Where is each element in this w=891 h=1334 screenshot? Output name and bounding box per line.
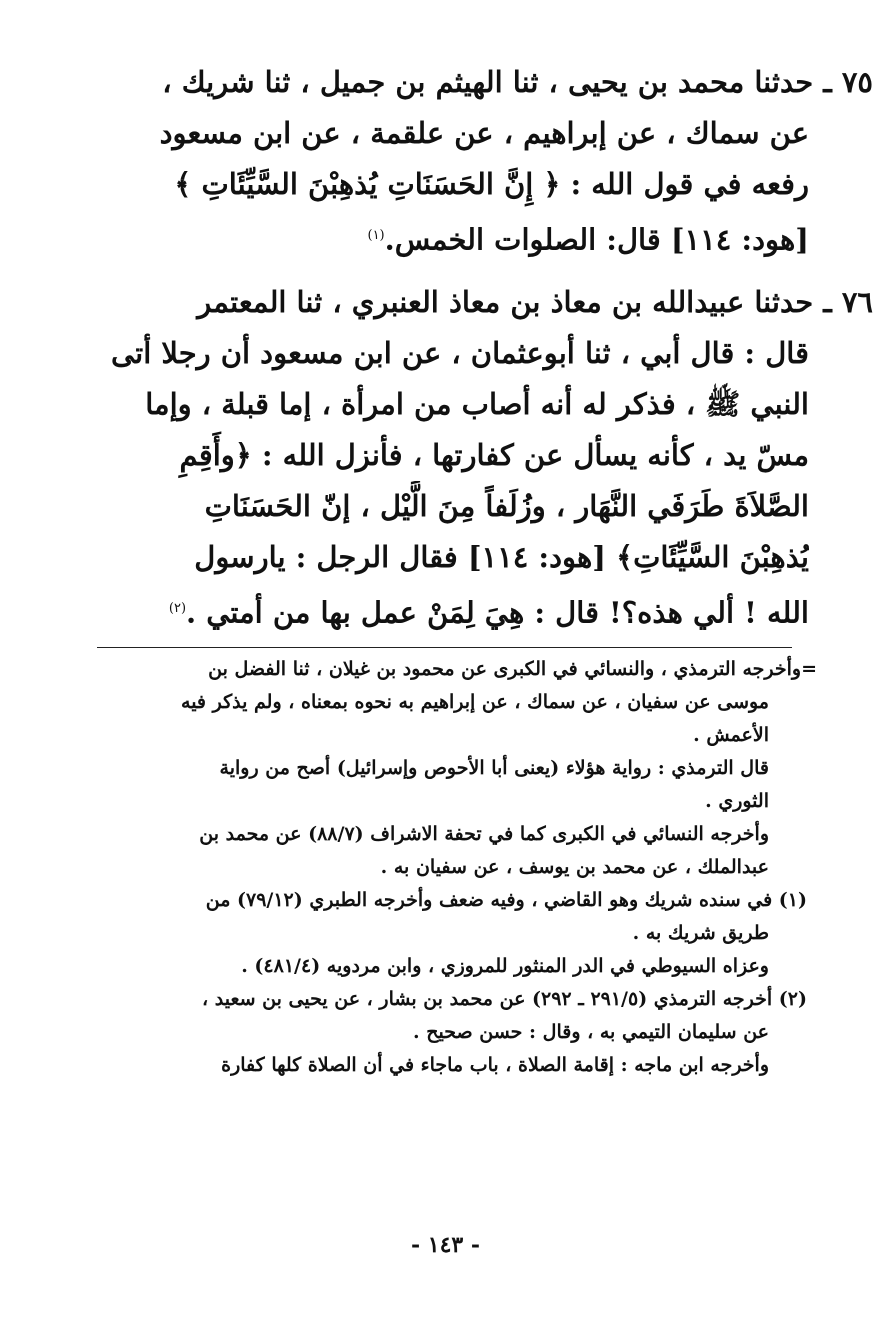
hadith-75	[89, 57, 873, 266]
hadith-76	[89, 277, 873, 639]
hadith-line: [هود: ١١٤] قال: الصلوات الخمس.	[384, 222, 809, 257]
hadith-line: رفعه في قول الله : ﴿ إِنَّ الحَسَنَاتِ يُذهِبْنَ السَّيِّئَاتِ ﴾	[174, 167, 809, 201]
footnote-line: عبدالملك ، عن محمد بن يوسف ، عن سفيان به .	[380, 856, 769, 878]
footnote-line: (٢) أخرجه الترمذي (٢٩١/٥ ـ ٢٩٢) عن محمد بن بشار ، عن يحيى بن سعيد ،	[201, 988, 807, 1010]
footnote-line: وأخرجه ابن ماجه : إقامة الصلاة ، باب ماجاء في أن الصلاة كلها كفارة	[221, 1054, 769, 1076]
footnotes-section	[97, 653, 817, 1082]
footnote-line: الثوري .	[705, 790, 769, 812]
footnote-line: طريق شريك به .	[632, 922, 769, 944]
page-number: - ١٤٣ -	[410, 1232, 481, 1258]
footnote-line: عن سليمان التيمي به ، وقال : حسن صحيح .	[413, 1021, 769, 1043]
hadith-line: ٧٥ ـ حدثنا محمد بن يحيى ، ثنا الهيثم بن جميل ، ثنا شريك ،	[162, 65, 873, 99]
footnote-marker-1: (١)	[367, 228, 385, 243]
footnote-line: قال الترمذي : رواية هؤلاء (يعنى أبا الأحوص وإسرائيل) أصح من رواية	[219, 757, 769, 779]
footnote-line: =وأخرجه الترمذي ، والنسائي في الكبرى عن محمود بن غيلان ، ثنا الفضل بن	[208, 658, 817, 680]
footnote-line: وأخرجه النسائي في الكبرى كما في تحفة الاشراف (٨٨/٧) عن محمد بن	[199, 823, 769, 845]
footnote-line: موسى عن سفيان ، عن سماك ، عن إبراهيم به نحوه بمعناه ، ولم يذكر فيه	[181, 691, 769, 713]
hadith-line: قال : قال أبي ، ثنا أبوعثمان ، عن ابن مسعود أن رجلا أتى	[111, 336, 809, 370]
hadith-line: عن سماك ، عن إبراهيم ، عن علقمة ، عن ابن مسعود	[159, 116, 809, 150]
hadith-line: النبي ﷺ ، فذكر له أنه أصاب من امرأة ، إما قبلة ، وإما	[145, 387, 809, 421]
hadith-line: الله ! ألي هذه؟! قال : هِيَ لِمَنْ عمل بها من أمتي .	[186, 595, 809, 630]
hadith-line: الصَّلاَةَ طَرَفَي النَّهَار ، وزُلَفاً مِنَ الَّيْل ، إنّ الحَسَنَاتِ	[204, 489, 809, 523]
hadith-line: مسّ يد ، كأنه يسأل عن كفارتها ، فأنزل الله : ﴿وأَقِمِ	[179, 438, 809, 472]
hadith-line-with-footnote	[89, 583, 809, 639]
hadith-line: ٧٦ ـ حدثنا عبيدالله بن معاذ بن معاذ العنبري ، ثنا المعتمر	[197, 285, 873, 319]
hadith-line: يُذهِبْنَ السَّيِّئَاتِ﴾ [هود: ١١٤] فقال الرجل : يارسول	[194, 540, 809, 574]
footnote-line: وعزاه السيوطي في الدر المنثور للمروزي ، وابن مردويه (٤٨١/٤) .	[241, 955, 769, 977]
hadith-line-with-footnote	[89, 210, 809, 266]
footnote-line: (١) في سنده شريك وهو القاضي ، وفيه ضعف وأخرجه الطبري (٧٩/١٢) من	[205, 889, 807, 911]
footnote-divider	[97, 647, 792, 648]
footnote-marker-2: (٢)	[168, 601, 187, 616]
footnote-line: الأعمش .	[693, 724, 769, 746]
